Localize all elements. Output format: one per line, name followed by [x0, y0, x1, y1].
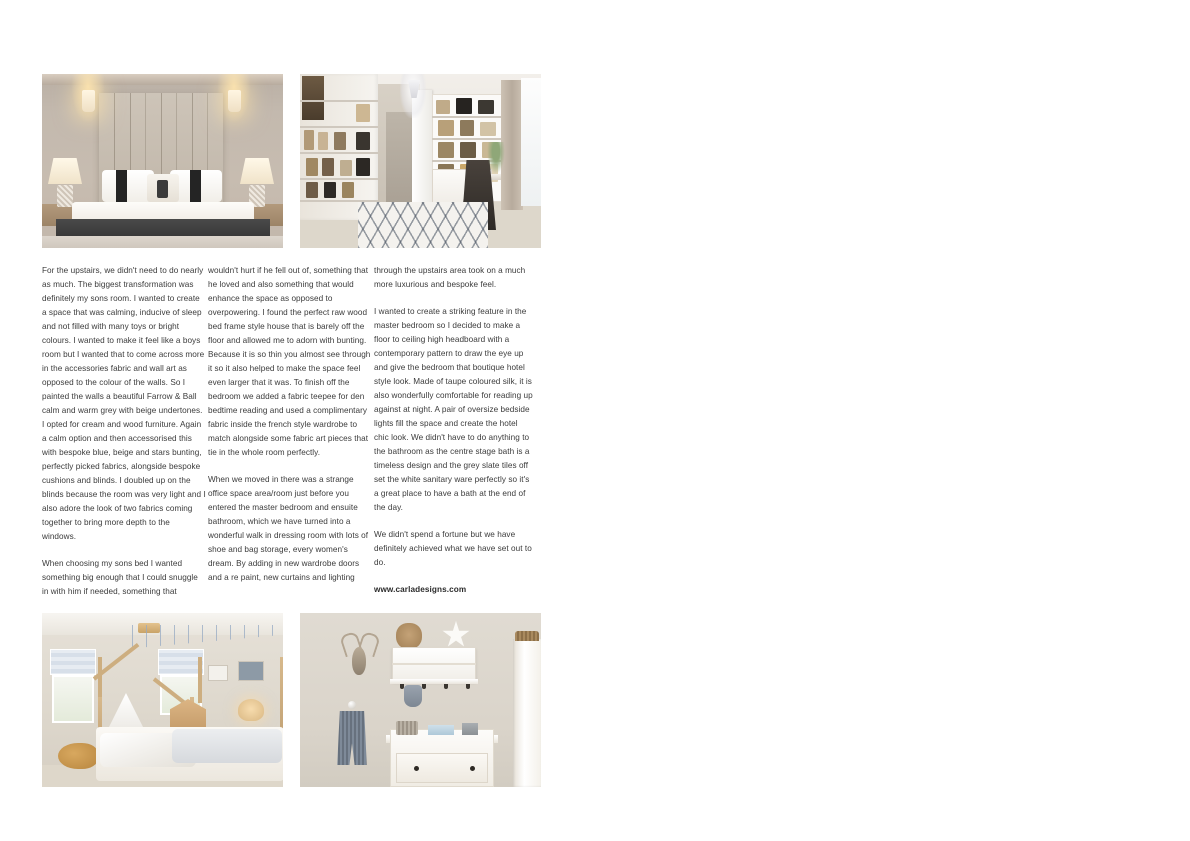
master-bedroom-illustration — [42, 74, 283, 248]
text-column-1 — [42, 264, 206, 612]
bag-item — [460, 142, 476, 158]
paragraph: I wanted to create a striking feature in the master bedroom so I decided to make a floor to ceiling high headboard with a contemporary pattern to draw the eye up and give the bedroom that boutique hotel style look. Made of taupe coloured silk, it is also wonderfully comfortable for reading up against at night. A pair of oversize bedside lights fill the space and create the hotel chic look. We didn't have to do anything to the bathroom as the centre stage bath is a timeless design and the grey slate tiles off set the white sanitary ware perfectly so it's a great place to have a bath at the end of the day. — [374, 307, 533, 512]
shelf-peg — [466, 684, 470, 689]
wall-sconce-right — [228, 90, 241, 112]
storage-basket — [396, 721, 418, 735]
shoe-item — [322, 158, 334, 176]
article-body — [42, 264, 542, 612]
drawer-knob — [470, 766, 475, 771]
bed-frame-roof — [98, 657, 202, 703]
pillow-stripe-right — [190, 170, 201, 202]
shelf-line — [300, 126, 378, 128]
bag-item — [436, 100, 450, 114]
text-column-2 — [208, 264, 372, 612]
plant — [487, 142, 505, 174]
shelf-peg — [444, 684, 448, 689]
nursery-wall-photo — [300, 613, 541, 787]
bag-item — [356, 132, 370, 150]
bottom-photo-row — [42, 613, 541, 787]
toy-lion — [58, 743, 98, 769]
teddy-bear — [396, 623, 422, 649]
bag-item — [460, 120, 474, 136]
text-column-3 — [374, 264, 534, 612]
window-left — [52, 675, 94, 723]
website-link[interactable]: www.carladesigns.com — [374, 585, 467, 594]
paragraph: We didn't spend a fortune but we have definitely achieved what we have set out to do. — [374, 530, 532, 567]
shoe-item — [318, 132, 328, 150]
hallway-view — [386, 112, 412, 208]
roman-blind-left — [50, 649, 96, 675]
shoe-item — [324, 182, 336, 198]
shelf-line — [300, 100, 378, 102]
shoe-item — [306, 158, 318, 176]
dressing-room-illustration — [300, 74, 541, 248]
bag-item — [356, 158, 370, 176]
window — [521, 78, 541, 206]
shoe-item — [340, 160, 352, 176]
paragraph: through the upstairs area took on a much more luxurious and bespoke feel. — [374, 266, 526, 289]
lamp-shade-right — [240, 158, 274, 184]
master-bedroom-photo — [42, 74, 283, 248]
paragraph: wouldn't hurt if he fell out of, something that he loved and also something that would enhance the space as opposed to overpowering. I found the perfect raw wood bed frame style house that is barely off the floor and allowed me to adorn with bunting. Because it is so thin you almost see through it so it also helped to make the space feel even larger that it was. To finish off the bedroom we added a fabric teepee for den bedtime reading and used a complimentary fabric inside the french style wardrobe to match alongside some fabric art pieces that tie in the whole room perfectly. — [208, 266, 371, 457]
dressing-room-photo — [300, 74, 541, 248]
hanging-bag — [404, 685, 422, 707]
bag-item — [478, 100, 494, 114]
shoe-item — [306, 182, 318, 198]
centre-cushion — [147, 174, 179, 202]
pillow-stripe-left — [116, 170, 127, 202]
boys-bedroom-illustration — [42, 613, 283, 787]
top-photo-row — [42, 74, 541, 248]
bag-item — [480, 122, 496, 136]
paragraph: When we moved in there was a strange office space area/room just before you entered the master bedroom and ensuite bathroom, which we have turned into a wonderful walk in dressing room with lots of shoe and bag storage, every women's dream. By adding in new wardrobe doors and a re paint, new curtains and lighting — [208, 475, 369, 582]
table-lamp-left — [48, 158, 82, 207]
paragraph: When choosing my sons bed I wanted something big enough that I could snuggle in with him if needed, something that — [42, 559, 198, 596]
white-wardrobe — [513, 639, 541, 787]
shelf-peg — [422, 684, 426, 689]
shelf-line — [300, 152, 378, 154]
nursery-illustration — [300, 613, 541, 787]
lamp-shade-left — [48, 158, 82, 184]
blue-box — [428, 725, 454, 735]
wall-sconce-left — [82, 90, 95, 112]
shelf-divider — [392, 663, 476, 665]
shoe-item — [342, 182, 354, 198]
bag-item — [438, 120, 454, 136]
paragraph: For the upstairs, we didn't need to do nearly as much. The biggest transformation was definitely my sons room. I wanted to create a space that was calming, inducive of sleep and not filled with many toys or bright colours. I wanted to make it feel like a boys room but I wanted that to come across more in the accessories fabric and wall art as opposed to the colour of the walls. So I painted the walls a beautiful Farrow & Ball calm and warm grey with beige undertones. I opted for cream and wood furniture. Again a calm option and then accessorised this with bespoke blue, beige and stars bunting, perfectly picked fabrics, alongside bespoke cushions and blinds. I doubled up on the blinds because the room was very light and I also adore the look of two fabrics coming together to bring more depth to the windows. — [42, 266, 206, 541]
grey-box — [462, 723, 478, 735]
geometric-rug — [358, 202, 488, 248]
shoe-item — [334, 132, 346, 150]
bed-pillows — [172, 729, 282, 763]
leaning-mirror — [302, 76, 324, 120]
boys-bedroom-photo — [42, 613, 283, 787]
lamp-base-left — [57, 185, 73, 207]
bag-item — [456, 98, 472, 114]
bedroom-floor — [42, 236, 283, 248]
bag-item — [438, 142, 454, 158]
bedside-lamp — [238, 699, 264, 721]
table-lamp-right — [240, 158, 274, 207]
shoe-item — [304, 130, 314, 150]
wall-hook — [348, 701, 356, 709]
bag-item — [356, 104, 370, 122]
left-shelving-unit — [300, 74, 378, 220]
stag-head — [352, 647, 366, 675]
wicker-basket — [515, 631, 539, 641]
shelf-line — [300, 178, 378, 180]
stag-head-mount — [342, 633, 376, 675]
drawer-knob — [414, 766, 419, 771]
